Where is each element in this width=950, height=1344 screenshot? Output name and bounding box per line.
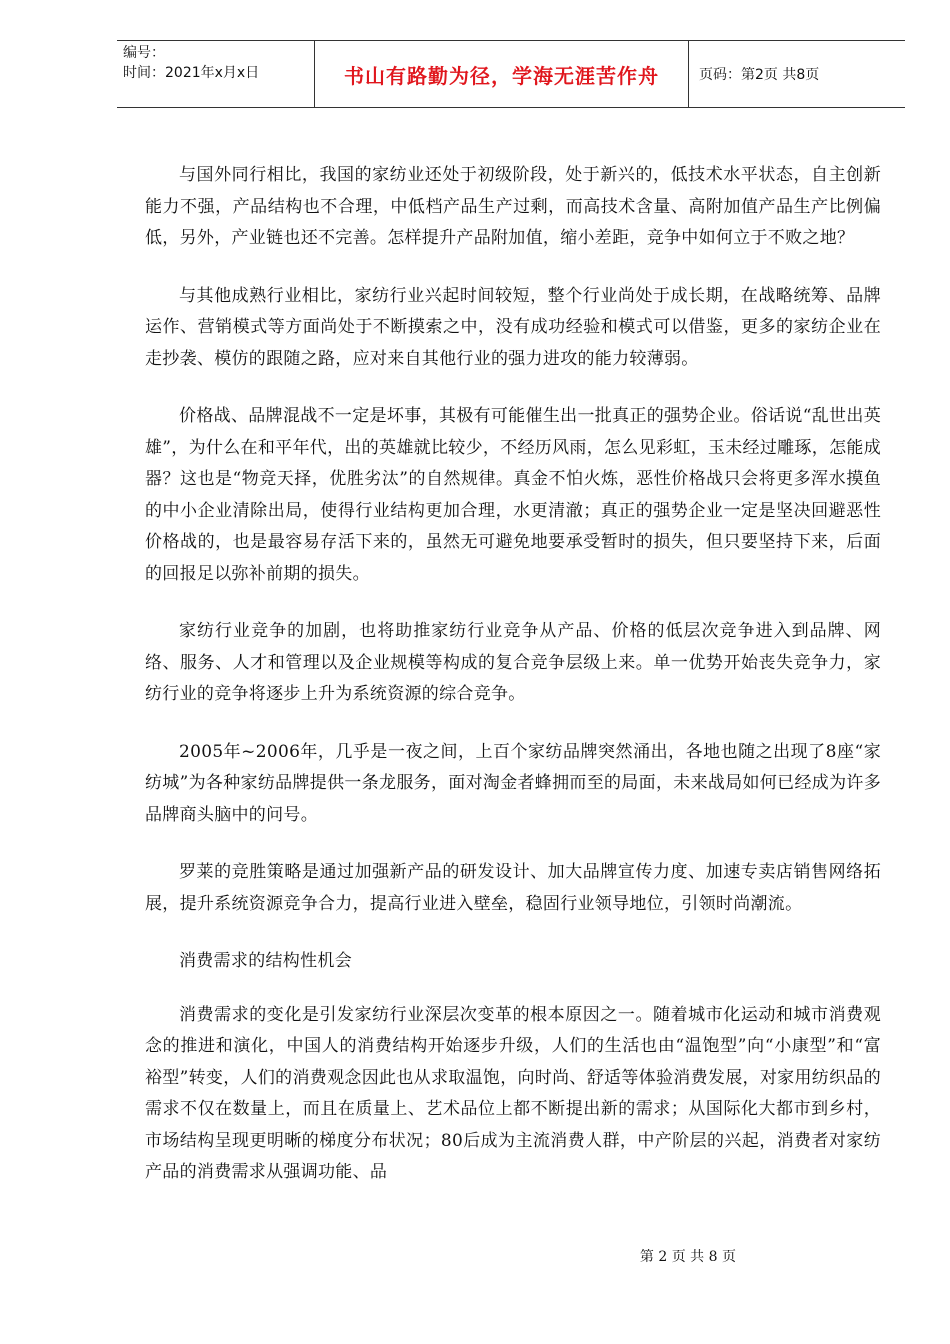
paragraph: 家纺行业竞争的加剧，也将助推家纺行业竞争从产品、价格的低层次竞争进入到品牌、网络、服务、人才和管理以及企业规模等构成的复合竞争层级上来。单一优势开始丧失竞争力，家纺行业的竞争将逐步上升为系统资源的综合竞争。	[145, 621, 881, 704]
paragraph: 消费需求的变化是引发家纺行业深层次变革的根本原因之一。随着城市化运动和城市消费观念的推进和演化，中国人的消费结构开始逐步升级，人们的生活也由“温饱型”向“小康型”和“富裕型”转变，人们的消费观念因此也从求取温饱，向时尚、舒适等体验消费发展，对家用纺织品的需求不仅在数量上，而且在质量上、艺术品位上都不断提出新的需求；从国际化大都市到乡村，市场结构呈现更明晰的梯度分布状况；80后成为主流消费人群，中产阶层的兴起，消费者对家纺产品的消费需求从强调功能、品	[145, 1004, 881, 1182]
document-body	[145, 160, 881, 1215]
paragraph: 与其他成熟行业相比，家纺行业兴起时间较短，整个行业尚处于成长期，在战略统筹、品牌运作、营销模式等方面尚处于不断摸索之中，没有成功经验和模式可以借鉴，更多的家纺企业在走抄袭、模仿的跟随之路，应对来自其他行业的强力进攻的能力较薄弱。	[145, 285, 881, 369]
paragraph: 与国外同行相比，我国的家纺业还处于初级阶段，处于新兴的，低技术水平状态，自主创新能力不强，产品结构也不合理，中低档产品生产过剩，而高技术含量、高附加值产品生产比例偏低，另外，产业链也还不完善。怎样提升产品附加值，缩小差距，竞争中如何立于不败之地？	[145, 165, 881, 248]
header-page-info: 页码：第2页 共8页	[699, 67, 820, 83]
paragraph: 价格战、品牌混战不一定是坏事，其极有可能催生出一批真正的强势企业。俗话说“乱世出英雄”，为什么在和平年代，出的英雄就比较少，不经历风雨，怎么见彩虹，玉未经过雕琢，怎能成器？这也是“物竞天择，优胜劣汰”的自然规律。真金不怕火炼，恶性价格战只会将更多浑水摸鱼的中小企业清除出局，使得行业结构更加合理，水更清澈；真正的强势企业一定是坚决回避恶性价格战的，也是最容易存活下来的，虽然无可避免地要承受暂时的损失，但只要坚持下来，后面的回报足以弥补前期的损失。	[145, 406, 881, 584]
page-header	[117, 40, 905, 108]
header-meta	[117, 41, 315, 107]
header-motto: 书山有路勤为径，学海无涯苦作舟	[315, 41, 689, 107]
time-label: 时间：2021年x月x日	[123, 65, 260, 81]
number-label: 编号：	[123, 45, 165, 61]
paragraph: 罗莱的竞胜策略是通过加强新产品的研发设计、加大品牌宣传力度、加速专卖店销售网络拓展，提升系统资源竞争合力，提高行业进入壁垒，稳固行业领导地位，引领时尚潮流。	[145, 862, 881, 914]
page-footer: 第 2 页 共 8 页	[639, 1249, 736, 1265]
paragraph: 2005年~2006年，几乎是一夜之间，上百个家纺品牌突然涌出，各地也随之出现了8座“家纺城”为各种家纺品牌提供一条龙服务，面对淘金者蜂拥而至的局面，未来战局如何已经成为许多品牌商头脑中的问号。	[145, 741, 881, 825]
section-subheading: 消费需求的结构性机会	[179, 951, 352, 971]
